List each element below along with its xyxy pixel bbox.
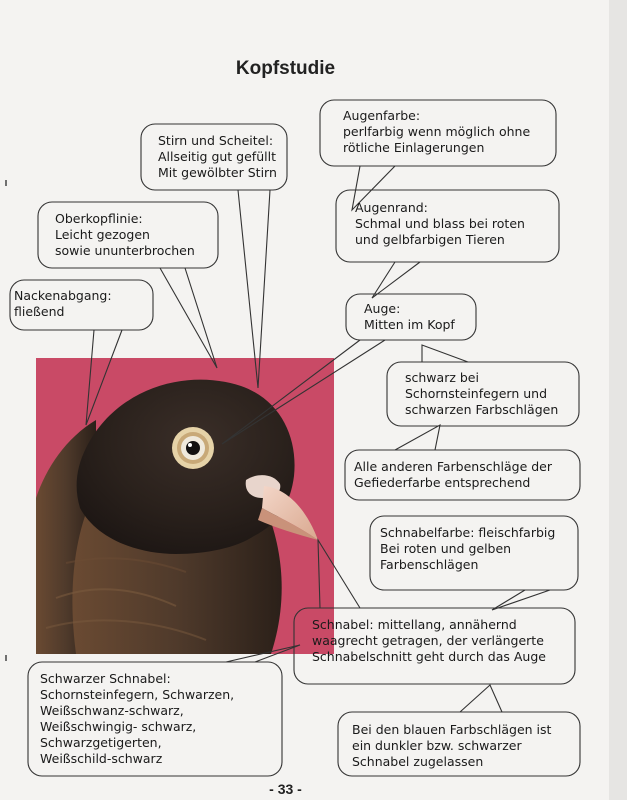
pointer-schnabel — [318, 540, 360, 608]
page-number: - 33 - — [269, 781, 302, 797]
bubble-andere: Alle anderen Farbenschläge der Gefiederfarbe entsprechend — [354, 459, 553, 490]
bubble-stirn: Stirn und Scheitel: Allseitig gut gefüllt Mit gewölbter Stirn — [158, 133, 277, 180]
pointer-schwarz — [422, 345, 468, 362]
pointer-augenrand — [372, 262, 420, 298]
bubble-augenrand: Augenrand: Schmal und blass bei roten und gelbfarbigen Tieren — [355, 200, 525, 247]
pointer-blauen — [460, 685, 502, 712]
pointer-oberkopf — [160, 268, 217, 368]
pointer-schnabelfarbe — [492, 590, 550, 610]
pointer-auge — [222, 340, 385, 444]
bubble-oberkopf: Oberkopflinie: Leicht gezogen sowie ununterbrochen — [55, 211, 195, 258]
pointer-nacken — [86, 330, 122, 425]
bubble-nacken: Nackenabgang: fließend — [14, 288, 112, 319]
bubble-schwarzer-schnabel: Schwarzer Schnabel: Schornsteinfegern, Schwarzen, Weißschwanz-schwarz, Weißschwingig- schwarz, Schwarzgetigerten, Weißschild-schwarz — [40, 671, 235, 766]
pointer-schwarzer — [226, 645, 300, 662]
bubble-schwarz: schwarz bei Schornsteinfegern und schwarzen Farbschlägen — [405, 370, 559, 417]
page-title: Kopfstudie — [235, 58, 336, 79]
bubble-blauen: Bei den blauen Farbschlägen ist ein dunkler bzw. schwarzer Schnabel zugelassen — [352, 722, 552, 769]
bubble-schnabel: Schnabel: mittellang, annähernd waagrecht getragen, der verlängerte Schnabelschnitt geht durch das Auge — [312, 617, 546, 664]
pointer-stirn — [238, 190, 270, 388]
bubble-schnabelfarbe: Schnabelfarbe: fleischfarbig Bei roten und gelben Farbenschlägen — [380, 525, 556, 572]
pointer-andere — [395, 425, 440, 450]
bubble-auge: Auge: Mitten im Kopf — [364, 301, 455, 332]
page-edge-shadow — [609, 0, 627, 800]
bubble-augenfarbe: Augenfarbe: perlfarbig wenn möglich ohne rötliche Einlagerungen — [343, 108, 531, 155]
